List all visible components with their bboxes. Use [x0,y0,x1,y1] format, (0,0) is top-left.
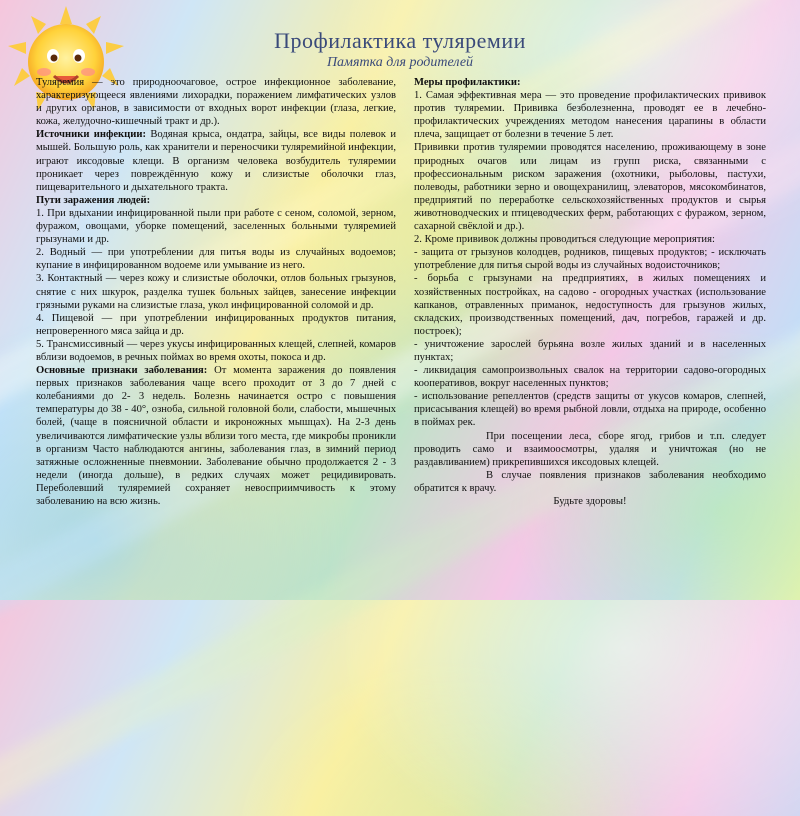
intro-lead: Туляремия [36,77,85,88]
intro-paragraph [36,76,396,128]
measure-item: 1. Самая эффективная мера — это проведение профилактических прививок против туляремии. Прививка безболезненна, проводят ее в лечебно-профилактических учреждениях методом нанесения царапины в области плеча, защищает от болезни в течение 5 лет. [414,90,766,141]
way-item: 1. При вдыхании инфицированной пыли при работе с сеном, соломой, зерном, фуражом, овощами, уборке помещений, заселенных больными туляремией грызунами и др. [36,207,396,246]
way-item: 2. Водный — при употреблении для питья воды из случайных водоемов; купание в инфицированном водоеме или умывание из него. [36,247,396,272]
sources-text: Водяная крыса, ондатра, зайцы, все виды полевок и мышей. Большую роль, как хранители и переносчики туляремийной инфекции, играют иксодовые клещи. В организм человека возбудитель туляремии проникает через повреждённую кожу и слизистые оболочки глаз, пищеварительного и дыхательного тракта. [36,129,397,193]
signs-heading: Основные признаки заболевания: [36,365,208,377]
sources-paragraph [36,128,396,193]
closing-line: Будьте здоровы! [553,496,627,507]
measure-bullet: - защита от грызунов колодцев, родников, пищевых продуктов; - исключать употребление для питья сырой воды из случайных водоисточников; [414,247,766,272]
measures-heading [414,76,766,89]
intro-text: — это природноочаговое, острое инфекционное заболевание, характеризующееся явлениями лихорадки, поражением лимфатических узлов и других органов, в зависимости от входных ворот инфекции (глаза, легкие, кожа, желудочно-кишечный тракт и др.). [36,77,396,128]
measure-bullet: - использование репеллентов (средств защиты от укусов комаров, слепней, присасывания клещей) во время рыбной ловли, отдыха на природе, особенно в поймах рек. [414,391,766,429]
measure-item: 2. Кроме прививок должны проводиться следующие мероприятия: [414,234,715,246]
measure-item: Прививки против туляремии проводятся населению, проживающему в зоне природных очагов или лицам из групп риска, связанными с профессиональным риском заражения (охотники, рыболовы, пастухи, полеводы, работники зерно и овощехранилищ, элеваторов, мясокомбинатов, предприятий по переработке сельскохозяйственных продуктов и сырья животноводческих и птицеводческих ферм, работающих с фуражом, зерном, сахарной свёклой и др.). [414,142,766,233]
measures-heading-text: Меры профилактики: [414,77,521,88]
way-item: 4. Пищевой — при употреблении инфицированных продуктов питания, непроверенного мяса зайца и др. [36,312,396,337]
ways-heading [36,194,396,207]
right-column [414,76,766,508]
way-item: 5. Трансмиссивный — через укусы инфицированных клещей, слепней, комаров вблизи водоемов, в речных поймах во время охоты, покоса и др. [36,338,396,363]
left-column [36,76,396,508]
way-item: 3. Контактный — через кожу и слизистые оболочки, отлов больных грызунов, снятие с них шкурок, разделка тушек больных зайцев, занесение инфекции грязными руками на слизистые глаза, укол инфицированной соломой и др. [36,273,396,311]
page-title: Профилактика туляремии [274,28,526,53]
signs-paragraph [36,364,396,508]
signs-text: От момента заражения до появления первых признаков заболевания чаще всего проходит от 3 до 7 дней с колебаниями до 2- 3 недель. Болезнь начинается остро с повышения температуры до 38 - 40°, озноба, сильной головной боли, слабости, мышечных болей, (чаще в поясничной области и икроножных мышцах). На 2-3 день увеличиваются лимфатические узлы вблизи того места, где микробы проникли в организм Часто наблюдаются ангины, заболевания глаз, в зимний период затяжные осложненные пневмонии. Заболевание обычно продолжается 2 - 3 недели (иногда дольше), в редких случаях может рецидивировать. Переболевший туляремией сохраняет невосприимчивость к этому заболеванию на всю жизнь. [36,365,396,507]
measure-bullet: - борьба с грызунами на предприятиях, в жилых помещениях и хозяйственных постройках, на садово - огородных участках (использование капканов, отравленных приманок, недоступность для грызунов жилых, складских, производственных помещений, дач, погребов, гаражей и др. построек); [414,273,766,337]
ways-heading-text: Пути заражения людей: [36,194,151,206]
measure-bullet: - ликвидация самопроизвольных свалок на территории садово-огородных кооперативов, вокруг населенных пунктов; [414,365,766,390]
forest-paragraph: При посещении леса, сборе ягод, грибов и т.п. следует проводить само и взаимоосмотры, удаляя и уничтожая (но не раздавливанием) прикрепившихся иксодовых клещей. [414,430,766,468]
sources-heading: Источники инфекции: [36,129,146,141]
doctor-paragraph: В случае появления признаков заболевания необходимо обратится к врачу. [414,469,766,494]
measure-bullet: - уничтожение зарослей бурьяна возле жилых зданий и в населенных пунктах; [414,338,766,363]
page-subtitle: Памятка для родителей [326,55,474,70]
